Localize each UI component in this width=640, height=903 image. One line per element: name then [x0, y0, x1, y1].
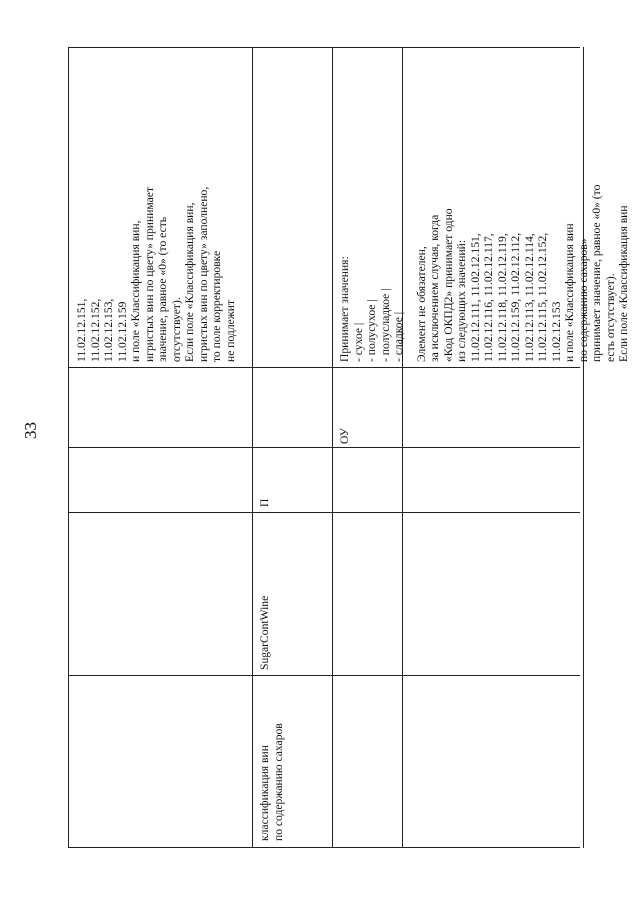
field-name-line: классификация вин: [258, 745, 271, 841]
description-cell-top: [75, 187, 237, 362]
paragraph-gap: [406, 185, 415, 362]
description-line: Принимает значения:: [338, 256, 351, 362]
description-line: 11.02.12.115, 11.02.12.152,: [536, 232, 549, 362]
description-line: - полусухое |: [365, 299, 378, 362]
description-line: - сладкое |: [392, 311, 405, 362]
xml-element-name: SugarContWine: [258, 595, 271, 670]
column-divider-2: [68, 512, 580, 513]
description-line: 11.02.12.153,: [102, 298, 115, 362]
description-line: есть отсутствует).: [603, 273, 617, 362]
description-cell-bottom: [338, 185, 631, 362]
description-line: не подлежит: [223, 299, 237, 362]
description-line: - полусладкое |: [378, 288, 392, 362]
description-line: значение, равное «0» (то есть: [156, 216, 169, 362]
row-divider-1: [68, 47, 69, 848]
table-border-left: [68, 847, 580, 848]
description-line: 11.02.12.153: [549, 301, 563, 362]
description-line: Если поле «Классификация вин,: [183, 202, 196, 362]
field-name-cell: [258, 723, 285, 841]
column-divider-3: [68, 447, 580, 448]
row-divider-4: [402, 47, 403, 848]
description-line: 11.02.12.159: [115, 301, 129, 362]
description-line: 11.02.12.159, 11.02.12.112,: [509, 232, 522, 362]
description-line: 11.02.12.118, 11.02.12.119,: [495, 233, 509, 362]
field-name-line: по содержанию сахаров: [271, 723, 285, 841]
description-line: из следующих значений:: [455, 239, 468, 362]
spec-table: [68, 47, 630, 848]
description-line: 11.02.12.151,: [75, 298, 88, 362]
description-line: игристых вин по цвету» заполнено,: [196, 186, 210, 362]
description-line: и поле «Классификация вин,: [129, 220, 142, 362]
description-line: 11.02.12.152,: [88, 298, 102, 362]
xml-element-cell: [258, 596, 272, 670]
element-type-cell: [258, 499, 272, 507]
row-divider-3: [332, 47, 333, 848]
description-line: Если поле «Классификация вин: [617, 205, 630, 362]
table-border-right: [68, 47, 580, 48]
requirement-cell: [338, 428, 352, 444]
description-line: Элемент не обязателен,: [414, 246, 428, 362]
row-divider-2: [252, 47, 253, 848]
description-line: 11.02.12.116, 11.02.12.117,: [482, 233, 495, 362]
description-line: игристых вин по цвету» принимает: [142, 186, 156, 362]
description-line: то поле корректировке: [210, 250, 223, 362]
column-divider-4: [68, 367, 580, 368]
column-divider-1: [68, 675, 580, 676]
description-line: 11.02.12.111, 11.02.12.151,: [468, 233, 482, 362]
element-type: П: [258, 498, 271, 507]
description-line: по содержанию сахаров»: [576, 238, 590, 362]
requirement-code: ОУ: [338, 428, 351, 444]
row-divider-5: [583, 47, 584, 848]
description-line: отсутствует).: [169, 297, 183, 362]
description-line: «Код ОКПД2» принимает одно: [441, 208, 455, 362]
description-line: 11.02.12.113, 11.02.12.114,: [522, 233, 536, 362]
description-line: принимает значение, равное «0» (то: [590, 184, 603, 362]
description-line: - сухое |: [351, 322, 365, 362]
page-number: 33: [21, 422, 40, 439]
description-line: и поле «Классификация вин: [563, 223, 576, 362]
description-line: за исключением случая, когда: [428, 214, 441, 362]
